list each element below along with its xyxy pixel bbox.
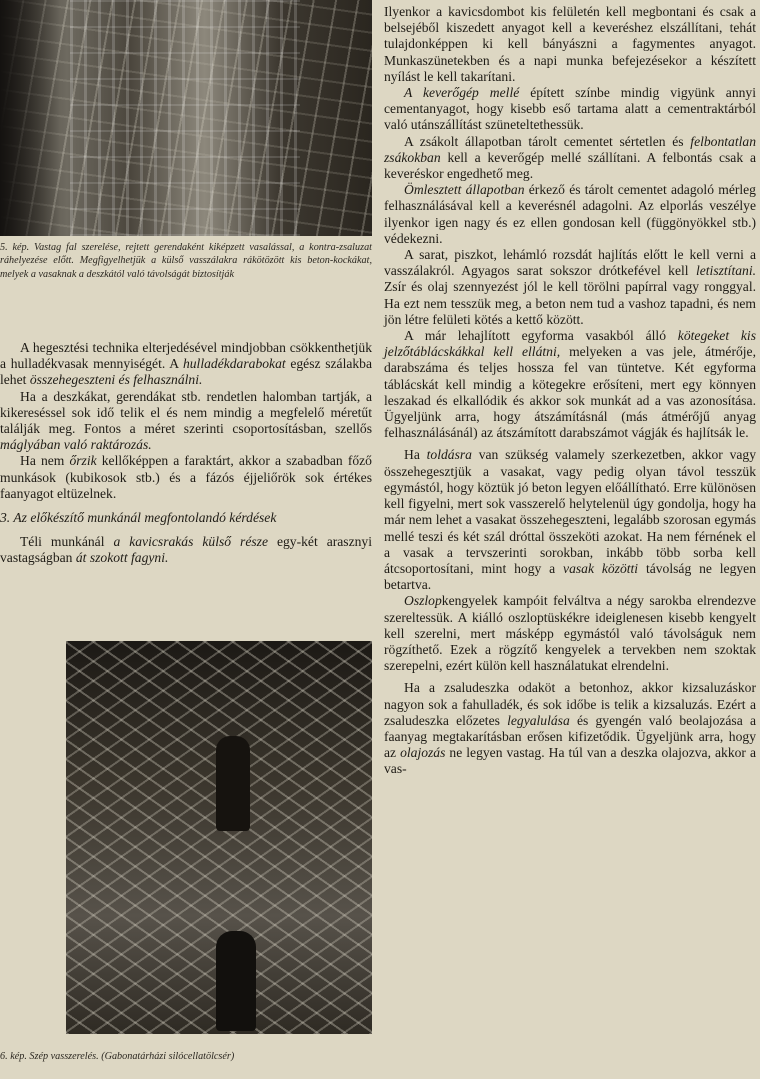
paragraph: Téli munkánál a kavicsrakás külső része egy-két arasznyi vastagságban át szokott fagyni. [0, 534, 372, 566]
paragraph: A keverőgép mellé épített színbe mindig vigyünk annyi cementanyagot, hogy kisebb eső tartama alatt a cementraktárból való utánszállítást szüneteltethessük. [384, 85, 756, 133]
figure-6-photo [66, 641, 372, 1034]
left-body-text [0, 340, 372, 567]
photo-shadow [0, 0, 60, 236]
paragraph: Ömlesztett állapotban érkező és tárolt cementet adagoló mérleg felhasználásával kell a keverésnél adagolni. Az elporlás veszélye ilyenkor igen nagy és ez ellen gondosan kell (függönyökkel stb.) védekezni. [384, 182, 756, 246]
section-heading: 3. Az előkészítő munkánál megfontolandó kérdések [0, 510, 277, 526]
paragraph: Ha toldásra van szükség valamely szerkezetben, akkor vagy összehegesztjük a vasakat, vagy pedig olyan távol tesszük egymástól, hogy köztük jó beton legyen előállítható. Erre különösen kell figyelni, mert sok vasszerelő helytelenül úgy gondolja, hogy ha már nem lehet a vasakat összehegeszteni, legalább szorosan egymás mellé teszi és két szál dróttal összeköti azokat. Ha nem férnének el a vasak a tervszerinti sorokban, inkább több sorba kell átcsoportosítani, mint hogy a vasak közötti távolság ne legyen betartva. [384, 447, 757, 593]
worker-silhouette [216, 931, 256, 1031]
formwork-texture [70, 0, 300, 236]
paragraph: A hegesztési technika elterjedésével mindjobban csökkenthetjük a hulladékvasak mennyiségét. A hulladékdarabokat egész szálakba lehet összehegeszteni és felhasználni. [0, 340, 373, 388]
paragraph: A már lehajlított egyforma vasakból álló kötegeket kis jelzőtáblácskákkal kell ellátni, melyeken a vas jele, átmérője, darabszáma és teljes hossza fel van tüntetve. Két egyforma táblácskát kell mindig a kötegekre erősíteni, mert egy könnyen leszakad és elkallódik és akkor sok munkát ad a vas azonosítása. Ügyeljünk arra, hogy átszámításnál (más átmérőjű anyag felhasználásánál) az átszámított darabszámot vágják és hajlítsák le. [384, 328, 756, 441]
figure-5-caption: 5. kép. Vastag fal szerelése, rejtett gerendaként kiképzett vasalással, a kontra-zsaluzat ráhelyezése előtt. Megfigyelhetjük a külső vasszálakra rákötözött kis beton-kockákat, melyek a vasaknak a deszkától való távolságát biztosítják [0, 242, 372, 280]
paragraph: Ha a zsaludeszka odaköt a betonhoz, akkor kizsaluzáskor nagyon sok a fahulladék, és sok időbe is telik a kizsaluzás. Ezért a zsaludeszka előzetes legyalulása és gyengén való beolajozása a faanyag megtakarításban erősen kifizetődik. Ügyeljünk arra, hogy az olajozás ne legyen vastag. Ha túl van a deszka olajozva, akkor a vas- [384, 680, 756, 777]
figure-5-photo [0, 0, 372, 236]
paragraph: A sarat, piszkot, lehámló rozsdát hajlítás előtt le kell verni a vasszálakról. Agyagos sarat sokszor drótkefével kell letisztítani. Zsír és olaj szennyezést jól le kell törölni papírral vagy ronggyal. Ha ezt nem tesszük meg, a beton nem tud a vashoz tapadni, és nem jön létre felületi kötés a kettő között. [384, 247, 756, 327]
paragraph: Oszlopkengyelek kampóit felváltva a négy sarokba elrendezve szereltessük. A kiálló oszloptüskékre ideiglenesen kisebb kengyelt kell szerelni, mert másképp egymástól való távolságuk nem rögzíthető. Ezek a rögzítő kengyelek a tervekben nem szoktak szerepelni, ezért külön kell használatukat elrendelni. [384, 593, 756, 674]
paragraph: Ilyenkor a kavicsdombot kis felületén kell megbontani és csak a belsejéből kiszedett anyagot kell a keveréshez elszállítani, tehát tulajdonképpen ki kell bányászni a fagymentes anyagot. Munkaszünetekben és a napi munka befejezésekor a készített nyílást le kell takarítani. [384, 4, 756, 84]
paragraph: A zsákolt állapotban tárolt cementet sértetlen és felbontatlan zsákokban kell a keverőgép mellé szállítani. A felbontás csak a keveréskor engedhető meg. [384, 133, 756, 182]
worker-silhouette [216, 736, 250, 831]
left-column [0, 0, 372, 1079]
paragraph: Ha nem őrzik kellőképpen a faraktárt, akkor a szabadban főző munkások (kubikosok stb.) és a fázós éjjeliőrök sok értékes faanyagot eltüzelnek. [0, 453, 372, 501]
figure-6-caption: 6. kép. Szép vasszerelés. (Gabonatárházi silócellatölcsér) [0, 1051, 235, 1062]
paragraph: Ha a deszkákat, gerendákat stb. rendetlen halomban tartják, a kikereséssel sok idő telik el és nem mindig a megfelelő méretűt találják meg. Fontos a méret szerinti csoportosításban, szellős máglyában való raktározás. [0, 388, 372, 453]
right-body-text [384, 4, 756, 778]
right-column [384, 0, 756, 1079]
